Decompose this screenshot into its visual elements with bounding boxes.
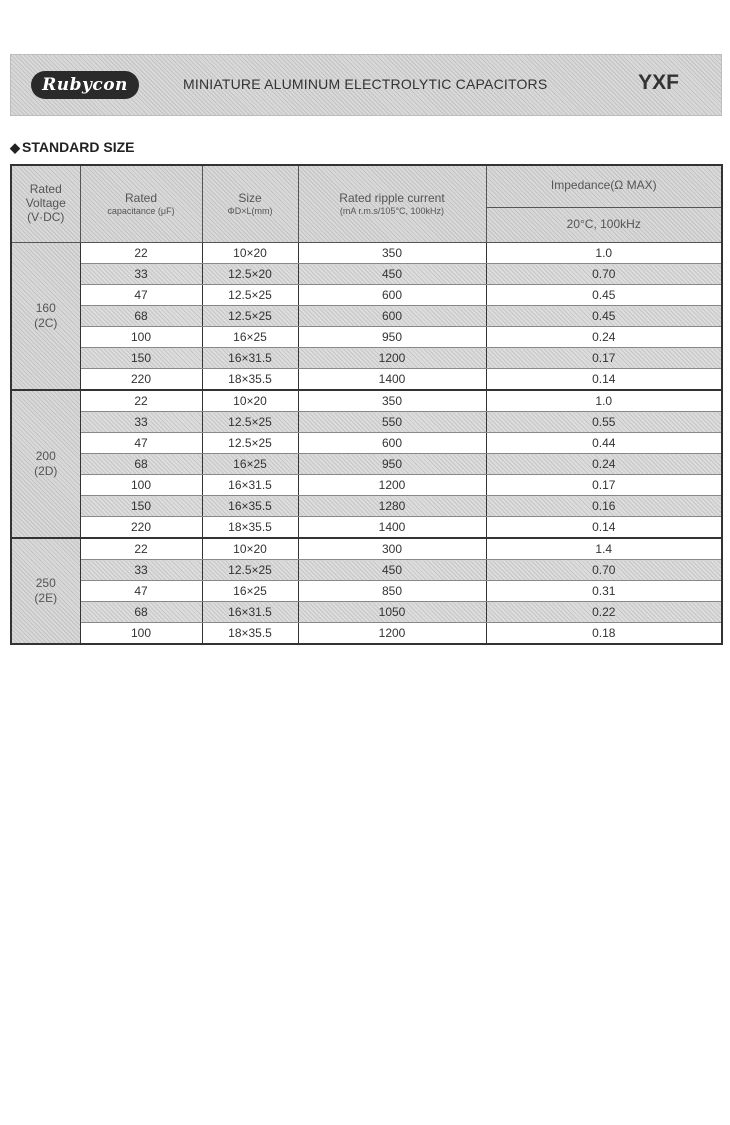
- table-row: [11, 433, 722, 454]
- header-impedance-condition: 20°C, 100kHz: [486, 207, 722, 242]
- table-row: [11, 264, 722, 285]
- impedance-cell: 0.14: [486, 369, 722, 391]
- ripple-cell: 350: [298, 390, 486, 412]
- capacitance-cell: 47: [80, 433, 202, 454]
- impedance-cell: 0.22: [486, 602, 722, 623]
- capacitance-cell: 47: [80, 581, 202, 602]
- table-row: [11, 390, 722, 412]
- size-cell: 16×31.5: [202, 348, 298, 369]
- voltage-value: 160: [35, 301, 56, 315]
- voltage-code: (2E): [34, 591, 58, 605]
- table-row: [11, 496, 722, 517]
- voltage-cell: [11, 538, 80, 644]
- impedance-cell: 1.0: [486, 390, 722, 412]
- voltage-value: 200: [35, 449, 56, 463]
- impedance-cell: 0.17: [486, 348, 722, 369]
- table-row: [11, 348, 722, 369]
- ripple-cell: 350: [298, 243, 486, 264]
- impedance-cell: 0.45: [486, 306, 722, 327]
- ripple-cell: 1200: [298, 348, 486, 369]
- size-cell: 10×20: [202, 243, 298, 264]
- table-row: [11, 623, 722, 645]
- header-capacitance: [80, 165, 202, 243]
- header-ripple-line2: (mA r.m.s/105°C, 100kHz): [339, 205, 445, 216]
- impedance-cell: 0.70: [486, 560, 722, 581]
- ripple-cell: 1280: [298, 496, 486, 517]
- page-title: MINIATURE ALUMINUM ELECTROLYTIC CAPACITORS: [183, 76, 548, 92]
- capacitance-cell: 22: [80, 390, 202, 412]
- section-title-text: STANDARD SIZE: [22, 139, 135, 155]
- series-name: YXF: [638, 71, 679, 94]
- table-row: [11, 369, 722, 391]
- table-row: [11, 581, 722, 602]
- table-row: [11, 517, 722, 539]
- header-voltage: [11, 165, 80, 243]
- impedance-cell: 0.16: [486, 496, 722, 517]
- ripple-cell: 1200: [298, 475, 486, 496]
- header-voltage-line2: Voltage: [25, 196, 66, 211]
- capacitance-cell: 150: [80, 496, 202, 517]
- capacitance-cell: 150: [80, 348, 202, 369]
- size-cell: 16×31.5: [202, 475, 298, 496]
- voltage-code: (2D): [34, 464, 58, 478]
- size-cell: 16×31.5: [202, 602, 298, 623]
- impedance-cell: 1.4: [486, 538, 722, 560]
- size-cell: 10×20: [202, 538, 298, 560]
- brand-logo: Rubycon: [31, 71, 139, 99]
- size-cell: 16×25: [202, 581, 298, 602]
- capacitance-cell: 100: [80, 475, 202, 496]
- voltage-code: (2C): [34, 316, 58, 330]
- capacitance-cell: 100: [80, 623, 202, 645]
- size-cell: 18×35.5: [202, 517, 298, 539]
- size-cell: 12.5×25: [202, 560, 298, 581]
- header-voltage-line3: (V·DC): [27, 209, 65, 224]
- size-cell: 16×35.5: [202, 496, 298, 517]
- size-cell: 12.5×20: [202, 264, 298, 285]
- impedance-cell: 0.55: [486, 412, 722, 433]
- ripple-cell: 450: [298, 560, 486, 581]
- capacitance-cell: 22: [80, 243, 202, 264]
- table-row: [11, 538, 722, 560]
- capacitance-cell: 68: [80, 306, 202, 327]
- ripple-cell: 300: [298, 538, 486, 560]
- capacitance-cell: 33: [80, 412, 202, 433]
- size-cell: 12.5×25: [202, 433, 298, 454]
- header-size: [202, 165, 298, 243]
- ripple-cell: 1400: [298, 369, 486, 391]
- spec-table: [10, 164, 723, 645]
- table-header: [11, 165, 722, 243]
- table-row: [11, 412, 722, 433]
- size-cell: 18×35.5: [202, 369, 298, 391]
- table-row: [11, 243, 722, 264]
- header-capacitance-line2: capacitance (μF): [107, 205, 175, 216]
- header-voltage-line1: Rated: [29, 182, 62, 197]
- ripple-cell: 1200: [298, 623, 486, 645]
- ripple-cell: 950: [298, 454, 486, 475]
- size-cell: 16×25: [202, 327, 298, 348]
- impedance-cell: 0.24: [486, 327, 722, 348]
- impedance-cell: 1.0: [486, 243, 722, 264]
- header-capacitance-line1: Rated: [124, 190, 158, 205]
- table-row: [11, 285, 722, 306]
- table-row: [11, 454, 722, 475]
- section-title: [10, 139, 135, 156]
- header-size-line1: Size: [238, 190, 262, 205]
- ripple-cell: 550: [298, 412, 486, 433]
- ripple-cell: 1400: [298, 517, 486, 539]
- capacitance-cell: 68: [80, 602, 202, 623]
- impedance-cell: 0.17: [486, 475, 722, 496]
- impedance-cell: 0.70: [486, 264, 722, 285]
- impedance-cell: 0.24: [486, 454, 722, 475]
- ripple-cell: 600: [298, 306, 486, 327]
- diamond-icon: ◆: [10, 140, 20, 155]
- header-size-line2: ΦD×L(mm): [227, 205, 273, 216]
- capacitance-cell: 220: [80, 517, 202, 539]
- table-row: [11, 602, 722, 623]
- table-row: [11, 560, 722, 581]
- header-ripple-line1: Rated ripple current: [339, 190, 445, 205]
- size-cell: 12.5×25: [202, 306, 298, 327]
- impedance-cell: 0.44: [486, 433, 722, 454]
- capacitance-cell: 100: [80, 327, 202, 348]
- size-cell: 12.5×25: [202, 412, 298, 433]
- size-cell: 10×20: [202, 390, 298, 412]
- table-row: [11, 475, 722, 496]
- capacitance-cell: 68: [80, 454, 202, 475]
- ripple-cell: 600: [298, 285, 486, 306]
- size-cell: 16×25: [202, 454, 298, 475]
- size-cell: 12.5×25: [202, 285, 298, 306]
- impedance-cell: 0.14: [486, 517, 722, 539]
- table-body: [11, 243, 722, 645]
- capacitance-cell: 47: [80, 285, 202, 306]
- voltage-cell: [11, 390, 80, 538]
- impedance-cell: 0.45: [486, 285, 722, 306]
- impedance-cell: 0.18: [486, 623, 722, 645]
- ripple-cell: 1050: [298, 602, 486, 623]
- impedance-cell: 0.31: [486, 581, 722, 602]
- header-impedance: Impedance(Ω MAX): [486, 165, 722, 207]
- table-row: [11, 327, 722, 348]
- voltage-cell: [11, 243, 80, 391]
- capacitance-cell: 33: [80, 264, 202, 285]
- ripple-cell: 950: [298, 327, 486, 348]
- capacitance-cell: 33: [80, 560, 202, 581]
- ripple-cell: 600: [298, 433, 486, 454]
- size-cell: 18×35.5: [202, 623, 298, 645]
- header-band: [10, 54, 722, 116]
- ripple-cell: 450: [298, 264, 486, 285]
- table-row: [11, 306, 722, 327]
- header-ripple: [298, 165, 486, 243]
- capacitance-cell: 220: [80, 369, 202, 391]
- ripple-cell: 850: [298, 581, 486, 602]
- voltage-value: 250: [35, 576, 56, 590]
- capacitance-cell: 22: [80, 538, 202, 560]
